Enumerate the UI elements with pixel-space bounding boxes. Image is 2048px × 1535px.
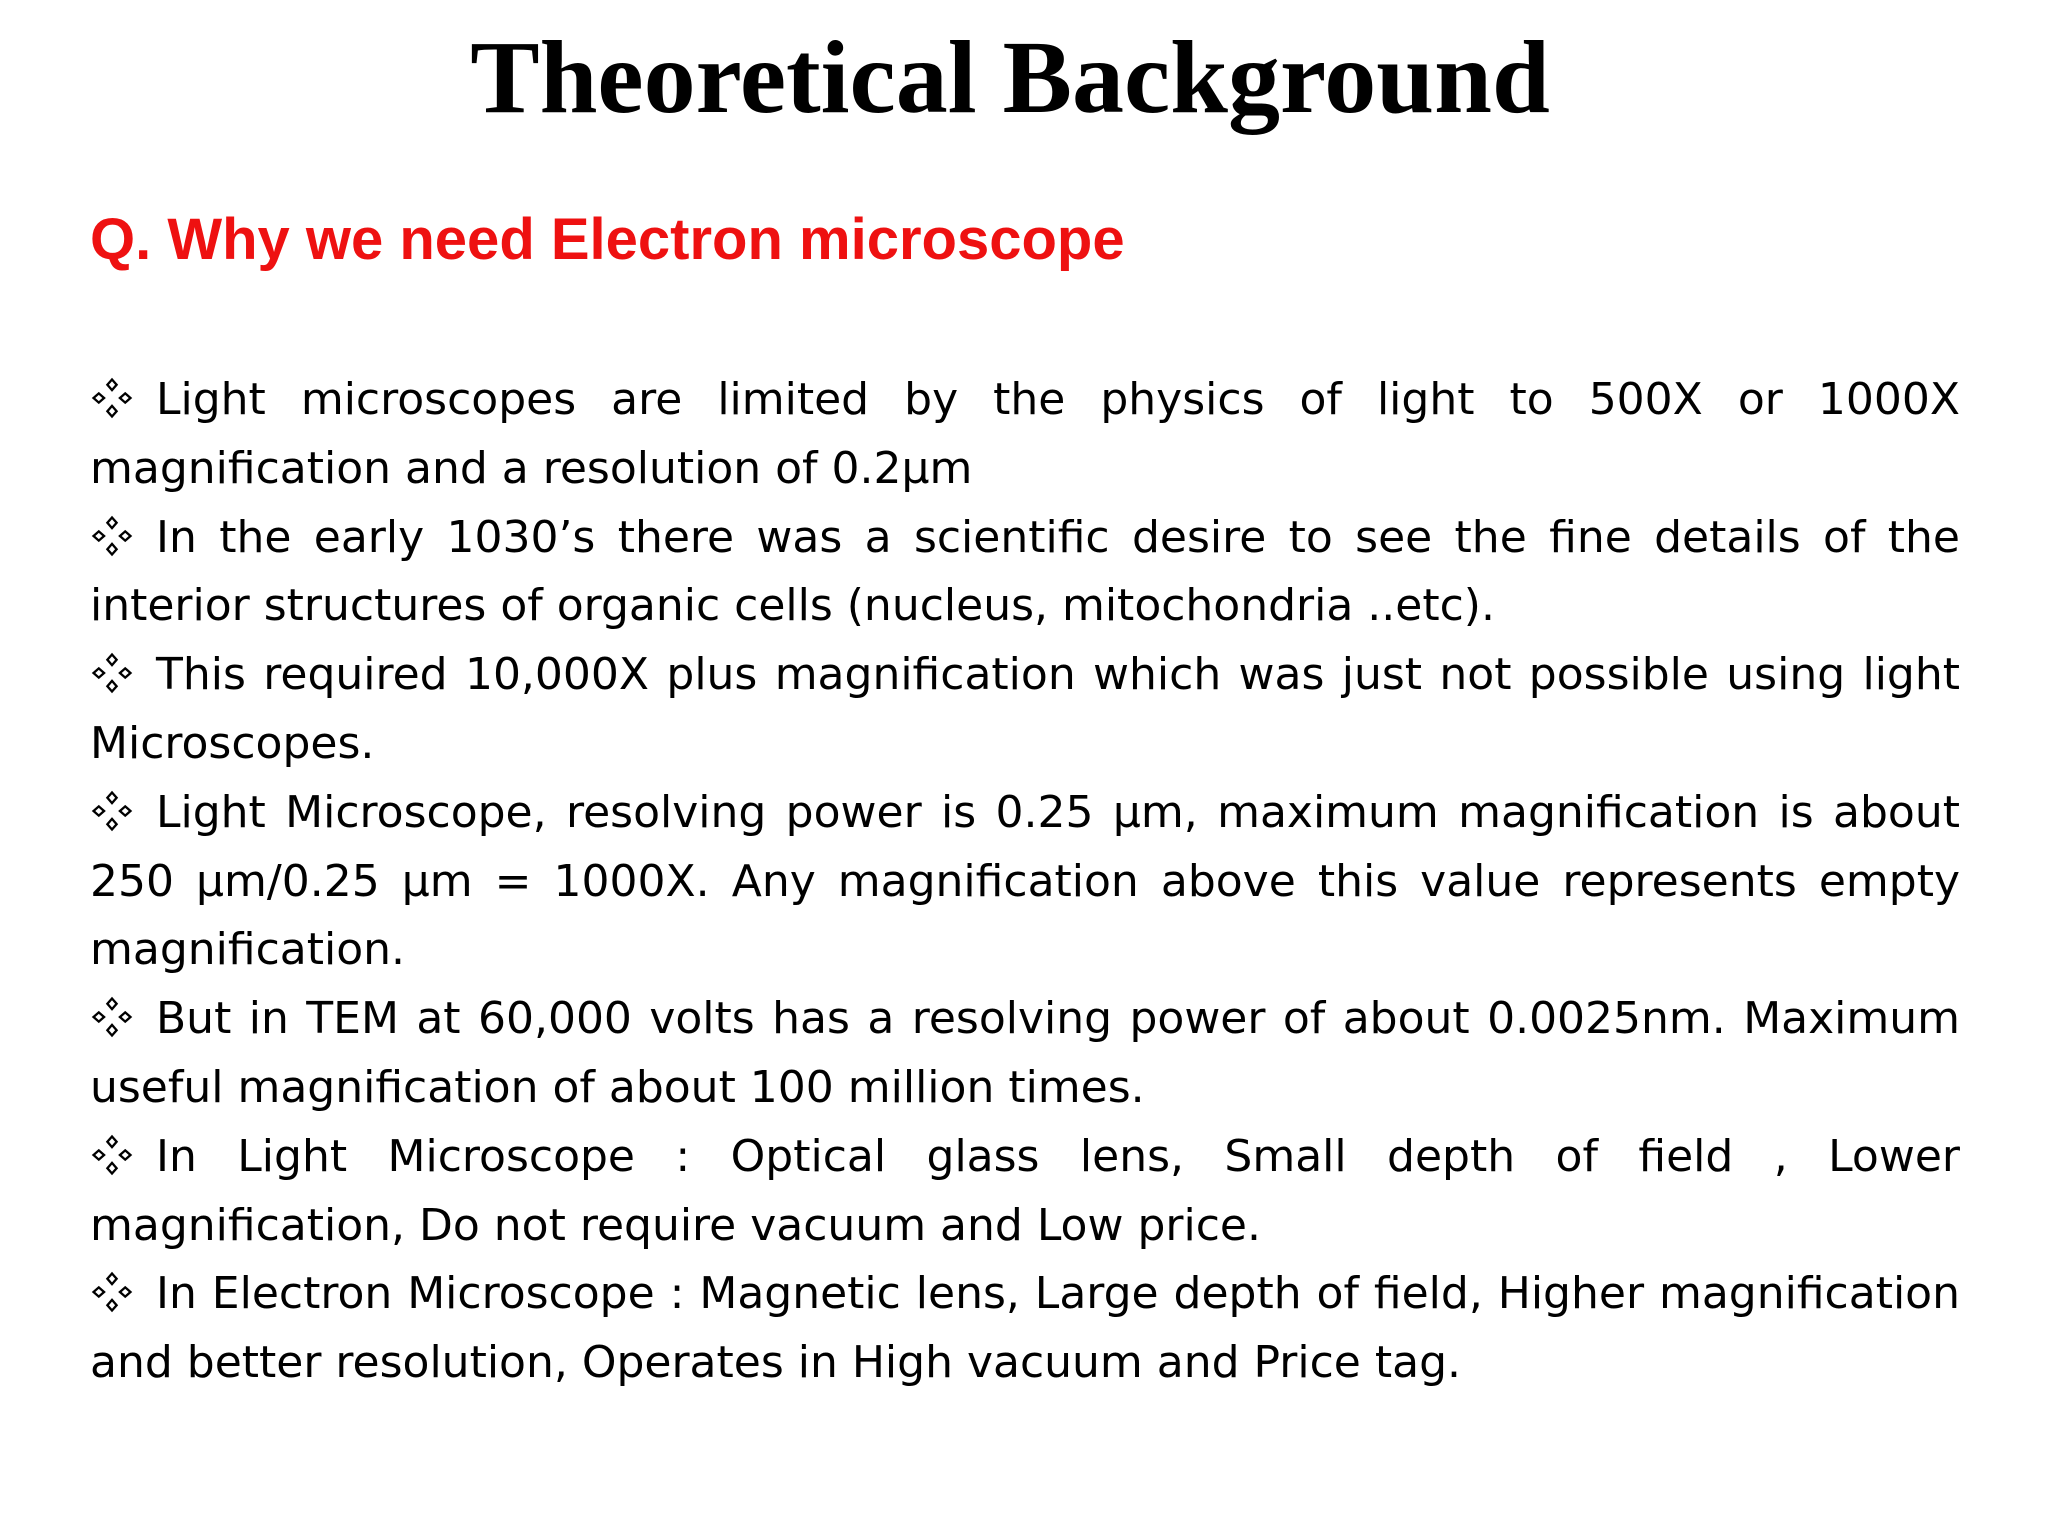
bullet-text: Light microscopes are limited by the physics of light to 500X or 1000X magnification and a resolution of 0.2µm	[90, 374, 1960, 494]
bullet-text: In Light Microscope : Optical glass lens, Small depth of field , Lower magnification, Do not require vacuum and Low price.	[90, 1130, 1960, 1251]
bullet-text: This required 10,000X plus magnification which was just not possible using light Microscopes.	[90, 649, 1960, 769]
bullet-text: In the early 1030’s there was a scientific desire to see the fine details of the interior structures of organic cells (nucleus, mitochondria ..etc).	[90, 511, 1960, 632]
question-heading: Q. Why we need Electron microscope	[90, 207, 1125, 272]
four-diamond-bullet-icon	[90, 1133, 138, 1173]
four-diamond-bullet-icon	[90, 651, 138, 691]
bullet-text: But in TEM at 60,000 volts has a resolving power of about 0.0025nm. Maximum useful magnification of about 100 million times.	[90, 993, 1960, 1113]
bullet-item	[90, 366, 1960, 504]
four-diamond-bullet-icon	[90, 995, 138, 1035]
four-diamond-bullet-icon	[90, 514, 138, 554]
bullet-item	[90, 985, 1960, 1123]
bullet-item	[90, 1260, 1960, 1398]
bullet-item	[90, 641, 1960, 779]
four-diamond-bullet-icon	[90, 789, 138, 829]
bullet-text: In Electron Microscope : Magnetic lens, Large depth of field, Higher magnification and better resolution, Operates in High vacuum and Price tag.	[90, 1268, 1960, 1389]
bullet-text: Light Microscope, resolving power is 0.25 µm, maximum magnification is about 250 µm/0.25 µm = 1000X. Any magnification above this value represents empty magnification.	[90, 786, 1960, 976]
slide-title: Theoretical Background	[470, 20, 1550, 135]
bullet-item	[90, 1123, 1960, 1261]
bullet-list	[90, 366, 1960, 1398]
bullet-item	[90, 504, 1960, 642]
four-diamond-bullet-icon	[90, 1270, 138, 1310]
four-diamond-bullet-icon	[90, 376, 138, 416]
bullet-item	[90, 779, 1960, 985]
